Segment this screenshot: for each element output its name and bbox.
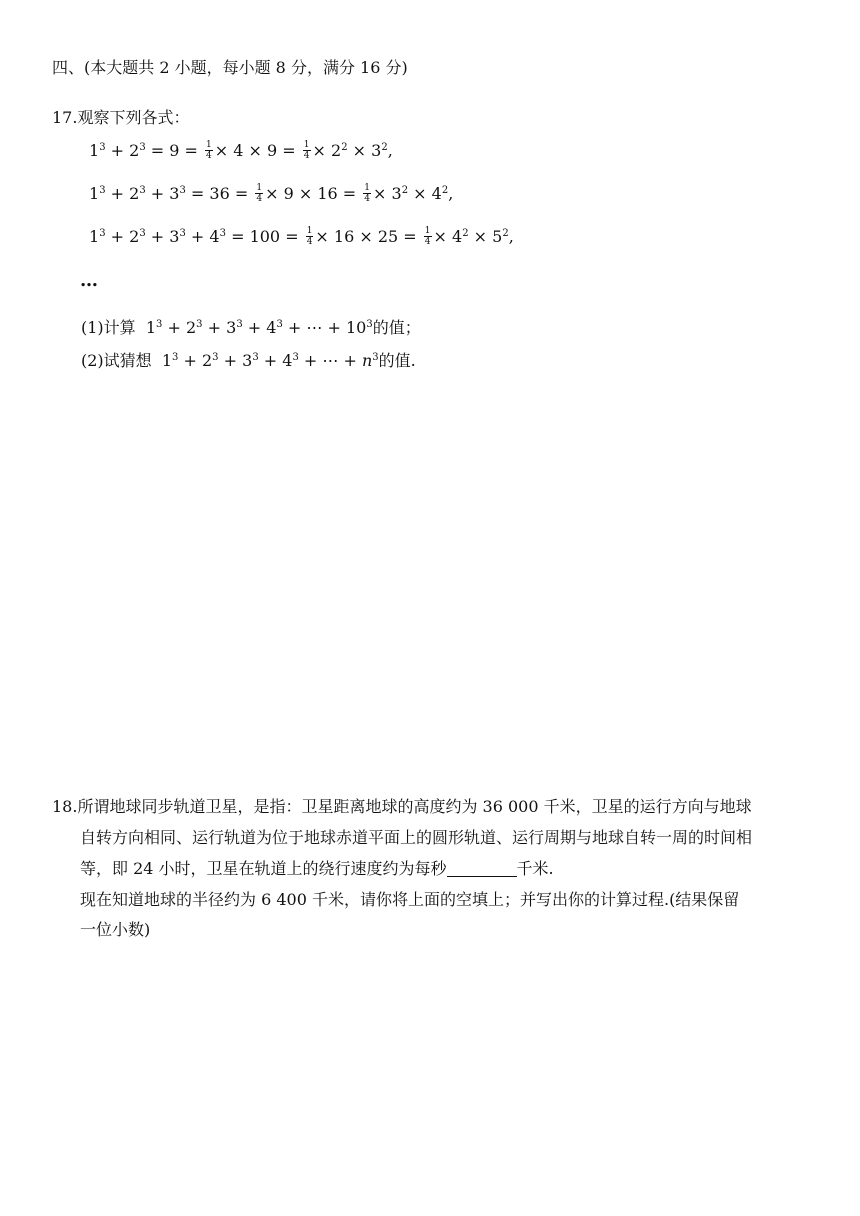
fraction-quarter: $\frac{1}{4}$ [256, 183, 263, 204]
q18-line-3-text: 等，即 24 小时，卫星在轨道上的绕行速度约为每秒 [80, 859, 447, 878]
q17-part-2-label: (2)试猜想 [81, 351, 152, 370]
q18-line-2: 自转方向相同、运行轨道为位于地球赤道平面上的圆形轨道、运行周期与地球自转一周的时间相 [80, 828, 753, 847]
q17-part-2: (2)试猜想 $1^3 + 2^3 + 3^3 + 4^3$ + ⋯ + $n^3$的值. [81, 351, 416, 370]
fraction-quarter: $\frac{1}{4}$ [424, 226, 431, 247]
fraction-quarter: $\frac{1}{4}$ [303, 140, 310, 161]
q17-equation-2: $1^3 + 2^3 + 3^3 = 36$ = $\frac{1}{4}$ × 9 × 16 = $\frac{1}{4}$ × $3^2 \times 4^2$, [89, 183, 454, 204]
q17-part-1-label: (1)计算 [81, 318, 136, 337]
q17-title: 17.观察下列各式： [52, 108, 190, 127]
q18-line-3 [80, 857, 554, 881]
q17-part-1: (1)计算 $1^3 + 2^3 + 3^3 + 4^3$ + ⋯ + $10^3$的值； [81, 318, 421, 337]
q18-line-4: 现在知道地球的半径约为 6 400 千米，请你将上面的空填上；并写出你的计算过程.(结果保留 [80, 890, 740, 909]
answer-blank[interactable] [447, 858, 517, 877]
q18-line-5: 一位小数) [80, 920, 151, 939]
q17-ellipsis: … [80, 270, 98, 291]
fraction-quarter: $\frac{1}{4}$ [206, 140, 212, 161]
q17-part-1-suffix: 的值； [372, 318, 421, 337]
q17-equation-3: $1^3 + 2^3 + 3^3 + 4^3 = 100$ = $\frac{1}{4}$ × 16 × 25 = $\frac{1}{4}$ × $4^2 \times 5^2$, [89, 226, 514, 247]
q18-line-3-unit: 千米. [516, 859, 554, 878]
q18-line-1: 18.所谓地球同步轨道卫星，是指：卫星距离地球的高度约为 36 000 千米，卫星的运行方向与地球 [52, 797, 752, 816]
fraction-quarter: $\frac{1}{4}$ [306, 226, 313, 247]
q17-part-2-suffix: 的值. [378, 351, 416, 370]
fraction-quarter: $\frac{1}{4}$ [364, 183, 371, 204]
section-header: 四、(本大题共 2 小题，每小题 8 分，满分 16 分) [52, 58, 408, 77]
q17-equation-1: $1^3 + 2^3 = 9$ = $\frac{1}{4}$ × 4 × 9 = $\frac{1}{4}$ × $2^2 \times 3^2$, [89, 140, 393, 161]
